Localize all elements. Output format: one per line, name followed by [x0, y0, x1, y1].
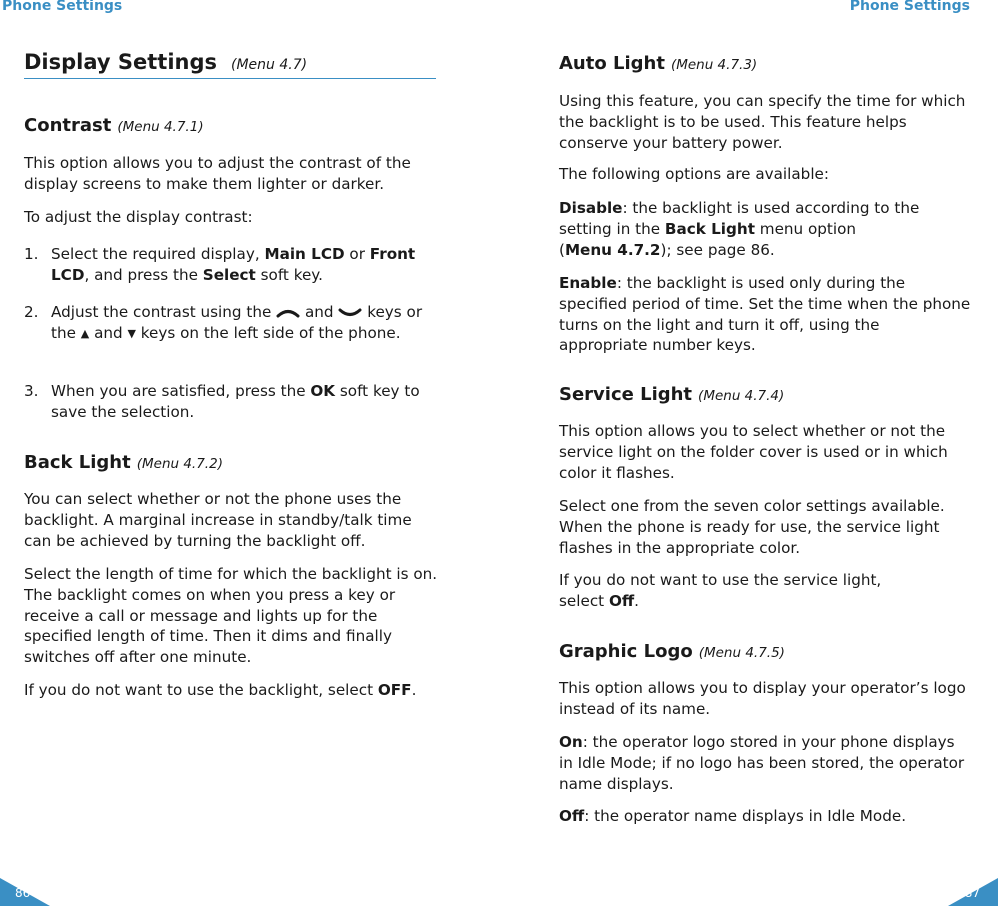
heading-menu: (Menu 4.7.2) — [136, 456, 223, 472]
step-1 — [24, 244, 438, 286]
page-number-right: 87 — [964, 886, 980, 900]
heading-service-light — [559, 384, 784, 405]
step-number: 2. — [24, 303, 39, 321]
text: and — [304, 303, 334, 321]
text: soft key to save the selection. — [51, 382, 420, 421]
text: ); see page 86. — [660, 240, 775, 259]
heading-text: Auto Light — [559, 53, 665, 74]
backlight-p2: Select the length of time for which the backlight is on. The backlight comes on when you press a key or receive a call or message and lights up for the specified length of time. Then it dims and finally switches off after one minute. — [24, 565, 438, 667]
heading-graphic-logo — [559, 641, 785, 662]
running-header-left: Phone Settings — [2, 0, 123, 14]
text: Adjust the contrast using the — [51, 303, 272, 321]
text: If you do not want to use the service light, — [559, 571, 882, 589]
graphiclogo-on — [559, 732, 971, 794]
volume-up-arrow-icon: ▲ — [80, 326, 90, 340]
text: soft key. — [255, 265, 323, 284]
page-title: Display Settings — [24, 50, 218, 74]
step-text — [51, 381, 438, 423]
term-main-lcd: Main LCD — [264, 245, 345, 263]
step-number: 1. — [24, 245, 39, 263]
graphiclogo-off — [559, 806, 906, 827]
step-text — [51, 302, 438, 345]
term-on: On — [559, 733, 583, 751]
autolight-p1: Using this feature, you can specify the time for which the backlight is to be used. This feature helps conserve your battery power. — [559, 92, 966, 152]
heading-menu: (Menu 4.7.5) — [698, 645, 785, 661]
term-off: Off — [608, 591, 635, 610]
autolight-p2: The following options are available: — [559, 165, 830, 183]
heading-text: Contrast — [24, 115, 112, 136]
heading-text: Back Light — [24, 452, 131, 473]
text: or — [344, 245, 370, 263]
term-front-lcd: Front LCD — [51, 245, 416, 284]
servicelight-p1: This option allows you to select whether or not the service light on the folder cover is used or in which color it flashes. — [559, 422, 948, 482]
contrast-intro: This option allows you to adjust the contrast of the display screens to make them lighter or darker. — [24, 154, 411, 193]
term-ok: OK — [310, 382, 336, 400]
heading-text: Service Light — [559, 384, 693, 405]
heading-menu: (Menu 4.7.3) — [670, 57, 758, 73]
text: select — [559, 591, 609, 610]
autolight-disable — [559, 198, 971, 260]
servicelight-p2: Select one from the seven color settings available. When the phone is ready for use, the service light flashes in the appropriate color. — [559, 497, 945, 557]
text: : the operator logo stored in your phone displays in Idle Mode; if no logo has been stored, the operator name displays. — [559, 733, 965, 793]
page-title-menu: (Menu 4.7) — [231, 57, 308, 73]
volume-down-arrow-icon: ▼ — [127, 326, 136, 340]
term-select: Select — [202, 265, 256, 284]
down-key-icon — [338, 308, 362, 318]
term-off: Off — [559, 807, 585, 825]
text: When you are satisfied, press the — [51, 382, 311, 400]
term-disable: Disable — [559, 199, 623, 217]
text: . — [411, 681, 417, 699]
term-off: OFF — [377, 681, 412, 699]
graphiclogo-p1: This option allows you to display your operator’s logo instead of its name. — [559, 679, 966, 718]
page-number-left: 86 — [15, 886, 31, 900]
text: menu option — [754, 219, 857, 238]
term-back-light: Back Light — [664, 219, 755, 238]
text: and — [94, 323, 123, 342]
heading-menu: (Menu 4.7.4) — [698, 388, 785, 404]
step-2 — [24, 302, 438, 345]
step-number: 3. — [24, 382, 39, 400]
text: Select the required display, — [51, 245, 265, 263]
text: keys on the left side of the phone. — [140, 323, 401, 342]
heading-menu: (Menu 4.7.1) — [117, 119, 204, 135]
text: : the backlight is used according to the setting in the — [559, 199, 920, 238]
backlight-p1: You can select whether or not the phone uses the backlight. A marginal increase in standby/talk time can be achieved by turning the backlight off. — [24, 490, 412, 550]
servicelight-p3 — [559, 570, 881, 612]
contrast-instruction: To adjust the display contrast: — [24, 208, 253, 226]
heading-auto-light — [559, 53, 757, 74]
text: . — [634, 591, 639, 610]
text: If you do not want to use the backlight, select — [24, 681, 378, 699]
term-enable: Enable — [559, 274, 617, 292]
running-header-right: Phone Settings — [849, 0, 970, 14]
up-key-icon — [276, 308, 300, 318]
section-title-display-settings — [24, 50, 436, 79]
backlight-p3 — [24, 680, 416, 701]
step-text — [51, 244, 438, 286]
heading-text: Graphic Logo — [559, 641, 693, 662]
text: : the operator name displays in Idle Mode. — [584, 807, 907, 825]
step-3 — [24, 381, 438, 423]
heading-back-light — [24, 452, 223, 473]
term-menu-ref: Menu 4.7.2 — [564, 240, 661, 259]
autolight-enable — [559, 273, 971, 356]
text: , and press the — [84, 265, 203, 284]
heading-contrast — [24, 115, 204, 136]
text: keys or the — [51, 303, 423, 342]
text: ( — [559, 240, 565, 259]
text: : the backlight is used only during the specified period of time. Set the time when the phone turns on the light and turn it off, using the appropriate number keys. — [559, 274, 971, 355]
